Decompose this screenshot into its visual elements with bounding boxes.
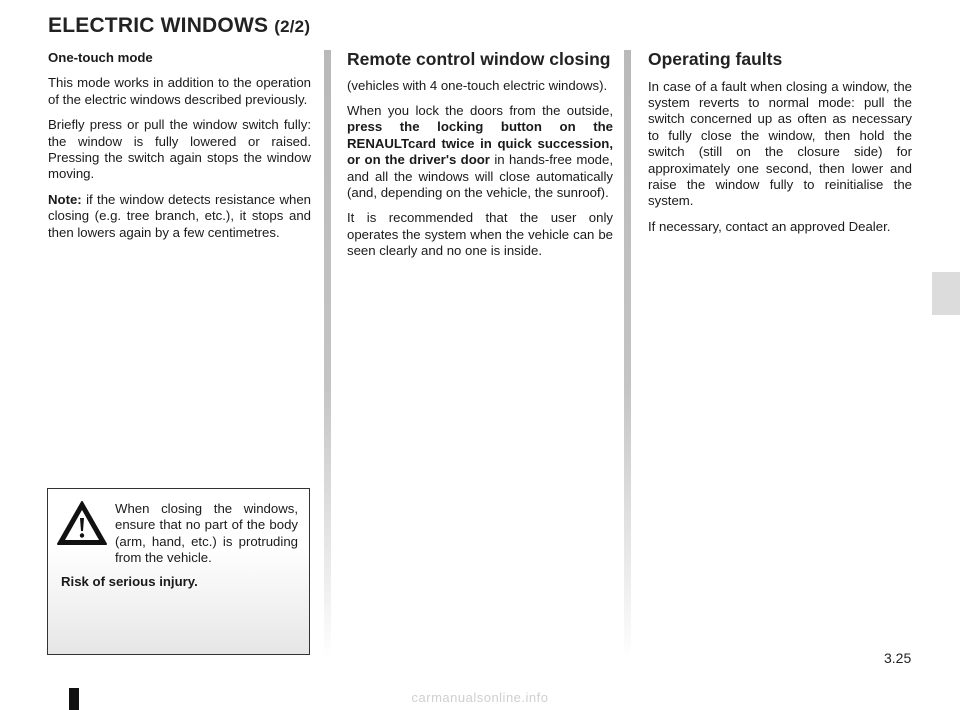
page-part-indicator: (2/2) — [274, 17, 311, 36]
remote-closing-subheading: (vehicles with 4 one-touch electric windows). — [347, 77, 608, 93]
note-text: if the window detects resistance when closing (e.g. tree branch, etc.), it stops and then lowers again by a few centimetres. — [48, 191, 311, 240]
warning-text: When closing the windows, ensure that no part of the body (arm, hand, etc.) is protruding from the vehicle. — [115, 501, 298, 566]
one-touch-instructions: Briefly press or pull the window switch fully: the window is fully lowered or raised. Pressing the switch again stops the window moving. — [48, 117, 311, 182]
one-touch-intro: This mode works in addition to the operation of the electric windows described previously. — [48, 75, 311, 107]
column-divider-right — [624, 50, 631, 660]
one-touch-note — [48, 192, 311, 241]
remote-closing-emphasis: press the locking button on the RENAULTcard twice in quick succession, or on the driver's door — [347, 119, 613, 168]
column-divider-left — [324, 50, 331, 660]
left-column — [48, 50, 311, 250]
one-touch-heading: One-touch mode — [48, 50, 153, 65]
page-title-text: ELECTRIC WINDOWS — [48, 14, 269, 37]
chapter-side-tab — [932, 272, 960, 315]
warning-box — [47, 488, 310, 655]
watermark: carmanualsonline.info — [411, 690, 549, 705]
page-title — [48, 14, 310, 38]
note-label: Note: — [48, 191, 82, 207]
warning-triangle-icon — [56, 499, 108, 547]
remote-closing-instructions — [347, 103, 613, 201]
remote-closing-text-b: in hands-free mode, and all the windows will close automatically (and, depending on the vehicle, the sunroof). — [347, 152, 613, 200]
remote-closing-text-a: When you lock the doors from the outside, — [347, 102, 613, 118]
operating-faults-dealer: If necessary, contact an approved Dealer. — [648, 218, 891, 234]
page-number: 3.25 — [884, 650, 912, 666]
right-column — [648, 50, 912, 244]
remote-closing-heading: Remote control window closing — [347, 49, 611, 69]
remote-closing-recommendation: It is recommended that the user only operates the system when the vehicle can be seen clearly and no one is inside. — [347, 210, 613, 259]
warning-risk-label: Risk of serious injury. — [61, 574, 198, 589]
operating-faults-heading: Operating faults — [648, 49, 783, 69]
middle-column — [347, 50, 613, 269]
operating-faults-instructions: In case of a fault when closing a window, the system reverts to normal mode: pull the switch concerned up as often as necessary to fully close the window, then hold the switch (still on the closure side) for approximately one second, then lower and raise the window fully to reinitialise the system. — [648, 78, 912, 209]
